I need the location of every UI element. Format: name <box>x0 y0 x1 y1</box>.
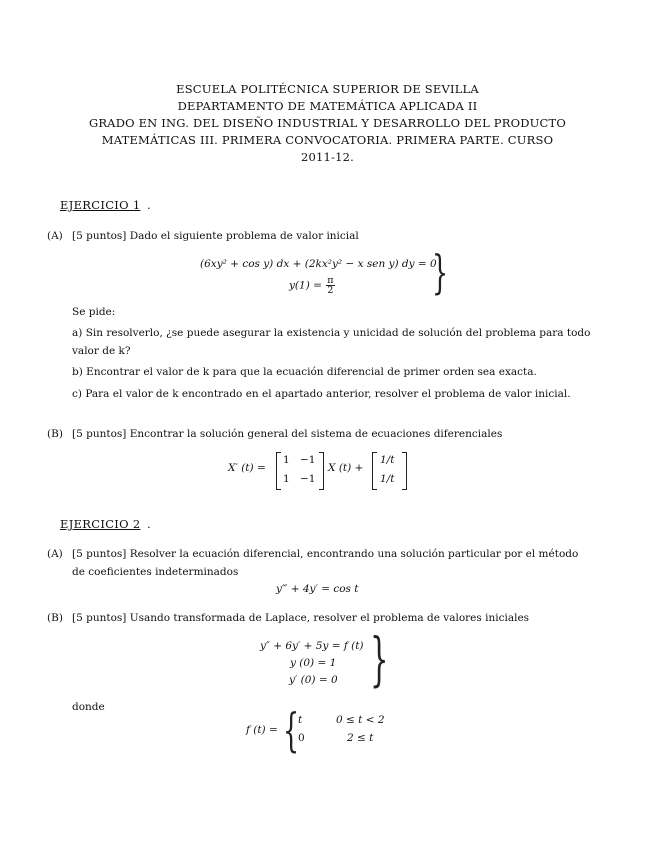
ej2-part-a-label: (A) <box>47 548 63 560</box>
vector-left-bracket <box>372 452 377 490</box>
question-b: b) Encontrar el valor de k para que la ecuación diferencial de primer orden sea exacta. <box>72 366 537 378</box>
ej2-part-b-text: [5 puntos] Usando transformada de Laplace, resolver el problema de valores iniciales <box>72 612 530 624</box>
vector-b2: 1/t <box>380 473 395 485</box>
vector-right-bracket <box>402 452 407 490</box>
question-a-line2: valor de k? <box>72 345 131 357</box>
ej2-part-a-text-1: [5 puntos] Resolver la ecuación diferencial, encontrando una solución particular por el método <box>72 548 579 560</box>
ivp-condition-1: y (0) = 1 <box>290 657 337 669</box>
se-pide: Se pide: <box>72 306 116 318</box>
ej1-initial-condition: y(1) = $\frac{\pi}{2}$ <box>289 275 334 296</box>
ivp-brace: } <box>370 625 389 693</box>
f-case1-condition: 0 ≤ t < 2 <box>336 714 385 726</box>
system-mid: X (t) + <box>328 462 364 474</box>
exercise-1-period: . <box>147 198 151 212</box>
f-brace: { <box>283 703 300 757</box>
ej2-ode: y‴ + 4y′ = cos t <box>276 583 359 595</box>
ej1-ode: (6xy² + cos y) dx + (2kx²y² − x sen y) dy = 0 <box>200 258 437 270</box>
system-lhs: X′ (t) = <box>228 462 266 474</box>
ej1-part-b-text: [5 puntos] Encontrar la solución general del sistema de ecuaciones diferenciales <box>72 428 503 440</box>
header-department: DEPARTAMENTO DE MATEMÁTICA APLICADA II <box>177 99 478 113</box>
ej1-part-a-text: [5 puntos] Dado el siguiente problema de valor inicial <box>72 230 359 242</box>
matrix-a12: −1 <box>300 454 316 466</box>
matrix-a22: −1 <box>300 473 316 485</box>
exercise-1-title: EJERCICIO 1 <box>60 198 141 212</box>
header-school: ESCUELA POLITÉCNICA SUPERIOR DE SEVILLA <box>176 82 479 96</box>
f-lhs: f (t) = <box>246 724 278 736</box>
question-a-line1: a) Sin resolverlo, ¿se puede asegurar la existencia y unicidad de solución del problema para todo <box>72 327 591 339</box>
ej1-brace: } <box>432 245 449 299</box>
matrix-left-bracket <box>276 452 281 490</box>
f-case2-condition: 2 ≤ t <box>347 732 374 744</box>
header-degree: GRADO EN ING. DEL DISEÑO INDUSTRIAL Y DESARROLLO DEL PRODUCTO <box>88 116 567 130</box>
header-course: MATEMÁTICAS III. PRIMERA CONVOCATORIA. PRIMERA PARTE. CURSO <box>101 133 554 147</box>
ej2-part-b-label: (B) <box>47 612 63 624</box>
exercise-2-period: . <box>147 517 151 531</box>
vector-b1: 1/t <box>380 454 395 466</box>
header-year: 2011-12. <box>300 150 355 164</box>
question-c: c) Para el valor de k encontrado en el apartado anterior, resolver el problema de valor inicial. <box>72 388 571 400</box>
matrix-right-bracket <box>319 452 324 490</box>
donde: donde <box>72 701 105 713</box>
f-case1-value: t <box>298 714 303 726</box>
matrix-a21: 1 <box>283 473 290 485</box>
f-case2-value: 0 <box>298 732 305 744</box>
ivp-condition-2: y′ (0) = 0 <box>289 674 338 686</box>
ivp-equation: y″ + 6y′ + 5y = f (t) <box>260 640 364 652</box>
ej2-part-a-text-2: de coeficientes indeterminados <box>72 566 239 578</box>
exercise-2-title: EJERCICIO 2 <box>60 517 141 531</box>
matrix-a11: 1 <box>283 454 290 466</box>
ej1-part-b-label: (B) <box>47 428 63 440</box>
ej1-part-a-label: (A) <box>47 230 63 242</box>
